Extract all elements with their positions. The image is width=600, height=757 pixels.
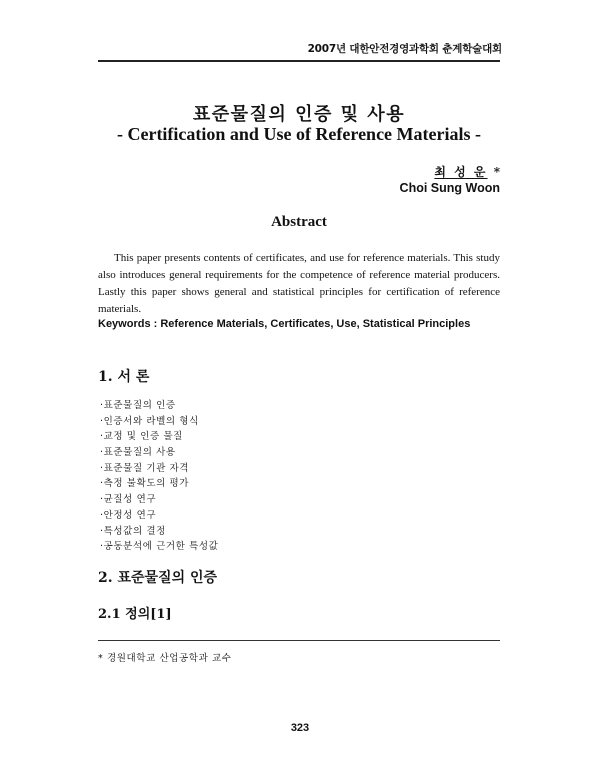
list-item: ·인증서와 라벨의 형식 (100, 415, 199, 427)
list-item: ·표준물질 기관 자격 (100, 462, 190, 474)
list-item: ·표준물질의 인증 (100, 400, 176, 411)
running-header: 2007년 대한안전경영과학회 춘계학술대회 (307, 43, 502, 55)
author-korean-name: 최 성 운 (434, 165, 488, 179)
list-item: ·측정 불확도의 평가 (100, 478, 190, 490)
list-item: ·안정성 연구 (100, 509, 157, 521)
author-footnote-mark: * (493, 165, 502, 179)
author-korean (434, 163, 502, 180)
header-rule (98, 60, 500, 62)
footnote-affiliation: * 경원대학교 산업공학과 교수 (98, 653, 232, 664)
list-item: ·공동분석에 근거한 특성값 (100, 541, 219, 553)
footnote-rule (98, 640, 500, 641)
author-english: Choi Sung Woon (399, 181, 500, 195)
subsection-heading-definition: 2.1 정의[1] (98, 607, 172, 622)
abstract-body: This paper presents contents of certificates, and use for reference materials. This study also introduces general requirements for the competence of reference material producers. Lastly this paper shows general and statistical principles for certification of reference materials. (98, 252, 500, 315)
list-item: ·특성값의 결정 (100, 525, 166, 537)
keywords: Keywords : Reference Materials, Certificates, Use, Statistical Principles (98, 318, 471, 330)
section-heading-introduction: 1. 서 론 (98, 369, 150, 385)
abstract-heading: Abstract (271, 214, 327, 230)
list-item: ·교정 및 인증 물질 (100, 431, 183, 443)
list-item: ·표준물질의 사용 (100, 447, 176, 459)
list-item: ·균질성 연구 (100, 494, 157, 506)
section-heading-certification: 2. 표준물질의 인증 (98, 570, 218, 586)
introduction-topic-list (100, 398, 218, 555)
page-number: 323 (290, 722, 310, 734)
title-korean: 표준물질의 인증 및 사용 (192, 104, 406, 125)
title-english: - Certification and Use of Reference Materials - (116, 124, 482, 144)
